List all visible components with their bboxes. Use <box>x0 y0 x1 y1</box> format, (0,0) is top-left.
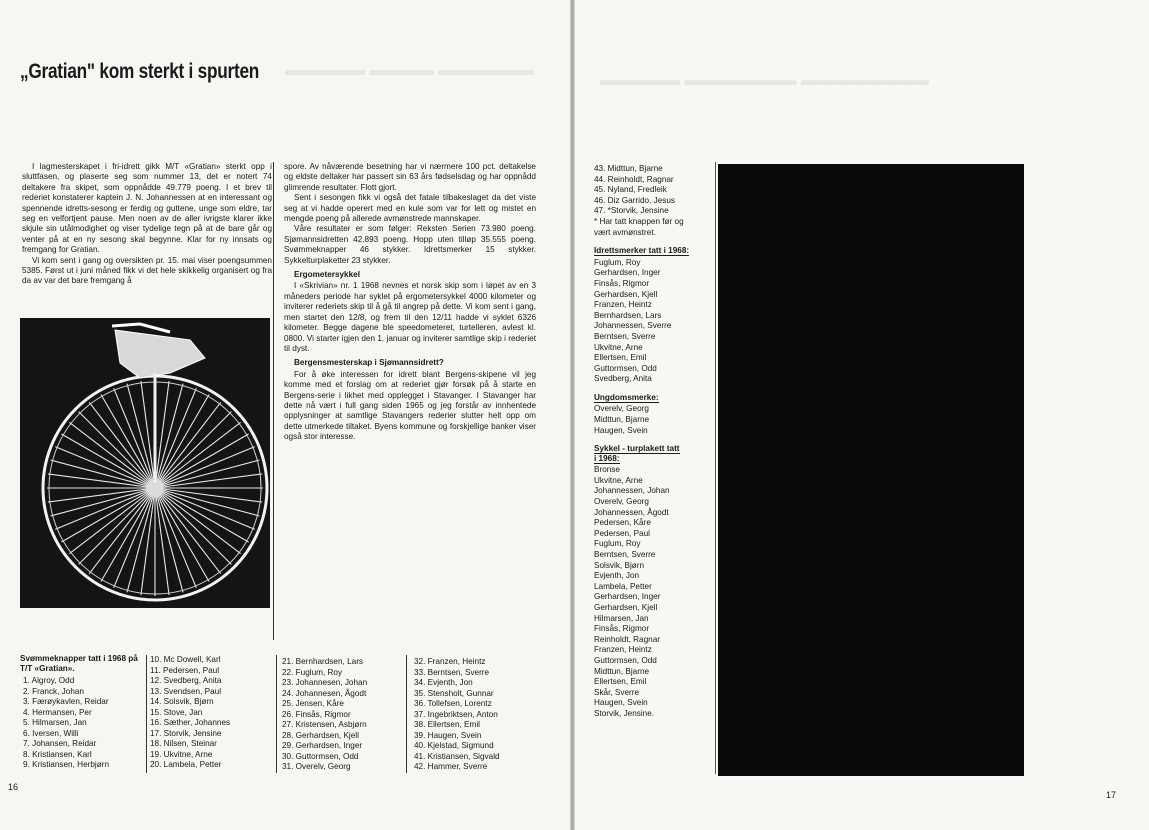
section-heading: Sykkel - turplakett tatt i 1968: <box>594 444 680 464</box>
column-divider <box>276 655 277 773</box>
list-item: Johannessen, Johan <box>594 486 670 496</box>
list-item: Fuglum, Roy <box>594 539 641 549</box>
roster-entry: 9. Kristiansen, Herbjørn <box>23 760 110 769</box>
list-item: Gerhardsen, Inger <box>594 592 661 602</box>
roster-entry: 33. Berntsen, Sverre <box>414 667 490 677</box>
footnote-line: * Har tatt knappen før og <box>594 216 684 226</box>
list-item: Johannessen, Ågodt <box>594 507 669 517</box>
roster-entry: 20. Lambela, Petter <box>150 760 222 769</box>
roster-entry: 11. Pedersen, Paul <box>150 665 220 675</box>
list-item: Berntsen, Sverre <box>594 331 656 341</box>
roster-entry: 45. Nyland, Fredleik <box>594 185 667 195</box>
roster-entry: 43. Midttun, Bjarne <box>594 164 663 173</box>
page-number: 16 <box>8 782 19 792</box>
list-item: Hilmarsen, Jan <box>594 613 649 623</box>
roster-column-1 <box>20 654 146 771</box>
bicycle-illustration <box>20 318 270 608</box>
list-item: Fuglum, Roy <box>594 257 641 267</box>
list-item: Evjenth, Jon <box>594 571 640 581</box>
roster-entry: 17. Storvik, Jensine <box>150 728 222 738</box>
roster-entry: 42. Hammer, Sverre <box>414 762 488 771</box>
roster-entry: 37. Ingebriktsen, Anton <box>414 709 498 719</box>
roster-column-3 <box>282 657 407 773</box>
roster-entry: 27. Kristensen, Asbjørn <box>282 720 367 729</box>
page-number: 17 <box>1106 790 1117 800</box>
article-title: „Gratian" kom sterkt i spurten <box>20 60 260 83</box>
list-item: Ukvitne, Arne <box>594 342 643 352</box>
roster-entry: 10. Mc Dowell, Karl <box>150 655 221 664</box>
roster-entry: 24. Johannesen, Ågodt <box>282 688 367 698</box>
roster-entry: 23. Johannesen, Johan <box>282 678 368 687</box>
paragraph: Vi kom sent i gang og oversikten pr. 15. mai viser poengsummen 5385. Først ut i juni måned fikk vi det hele skikkelig organisert og fra da av var det bare fremgang å <box>22 255 272 286</box>
list-item: Gerhardsen, Inger <box>594 268 661 278</box>
paragraph: I lagmesterskapet i fri-idrett gikk M/T «Gratian» sterkt opp i sluttfasen, og plaserte seg som nummer 13, det er notert 74 deltakere fra skipet, som oppnådde 49.779 poeng. I et brev til rederiet konstaterer kaptein J. N. Johannessen at en interessant og spennende idretts-sesong er ferdig og guttene, unge som eldre, tar seg en velfortjent pause. Men noen av de aller ivrigste klarer ikke skjule sin utålmodighet og viser tydelige tegn på at de bare går og venter på at en ny sesong skal begynne. Klar for ny innsats og fremgang for Gratian. <box>22 162 272 255</box>
paragraph: spore. Av nåværende besetning har vi nærmere 100 pct. deltakelse og eldste deltaker har passert sin 63 års fødselsdag og har oppnådd glimrende resultater. Flott gjort. <box>284 162 536 192</box>
roster-header: Svømmeknapper tatt i 1968 på T/T «Gratian». <box>20 654 138 673</box>
column-divider <box>715 162 716 774</box>
roster-entry: 35. Stensholt, Gunnar <box>414 688 494 698</box>
roster-entry: 19. Ukvitne, Arne <box>150 749 213 759</box>
roster-entry: 8. Kristiansen, Karl <box>23 749 92 759</box>
list-item: Svedberg, Anita <box>594 374 652 384</box>
paragraph: Sent i sesongen fikk vi også det fatale tilbakeslaget da det viste seg at vi hadde operert med en kule som var for lett og mistet en mengde poeng på allerede avmønstrede mannskaper. <box>284 193 536 224</box>
roster-column-4 <box>414 657 539 773</box>
roster-entry: 34. Evjenth, Jon <box>414 678 473 687</box>
roster-entry: 12. Svedberg, Anita <box>150 676 222 685</box>
roster-entry: 21. Bernhardsen, Lars <box>282 657 364 666</box>
list-item: Solsvik, Bjørn <box>594 560 645 570</box>
roster-column-2 <box>150 655 275 771</box>
list-item: Pedersen, Kåre <box>594 518 651 528</box>
penny-farthing-photo <box>20 318 270 608</box>
list-item: Guttormsen, Odd <box>594 655 657 665</box>
roster-entry: 28. Gerhardsen, Kjell <box>282 730 359 740</box>
article-column-1 <box>22 162 272 287</box>
roster-entry: 36. Tollefsen, Lorentz <box>414 699 492 708</box>
roster-entry: 5. Hilmarsen, Jan <box>23 718 87 727</box>
roster-entry: 38. Ellertsen, Emil <box>414 720 480 729</box>
list-item: Franzen, Heintz <box>594 645 652 655</box>
column-divider <box>406 655 407 773</box>
section-heading: Ergometersykkel <box>294 270 360 280</box>
list-item: Ellertsen, Emil <box>594 353 647 363</box>
list-item: Overelv, Georg <box>594 497 649 507</box>
roster-entry: 7. Johansen, Reidar <box>23 739 97 748</box>
roster-entry: 41. Kristiansen, Sigvald <box>414 751 500 761</box>
roster-entry: 22. Fuglum, Roy <box>282 667 343 677</box>
roster-entry: 1. Algroy, Odd <box>23 676 75 685</box>
paragraph: Våre resultater er som følger: Reksten Serien 73.980 poeng. Sjømannsidretten 42.893 poeng. Hopp uten tilløp 35.555 poeng. Svømmeknapper 46 stykker. Idrettsmerker 15 stykker. Sykkelturplaketter 23 stykker. <box>284 224 536 265</box>
list-item: Berntsen, Sverre <box>594 550 656 559</box>
list-item: Finsås, Rigmor <box>594 624 650 634</box>
list-item: Midttun, Bjarne <box>594 666 650 676</box>
paragraph: I «Skrivian» nr. 1 1968 nevnes et norsk skip som i løpet av en 3 måneders periode har syklet på ergometersykkel 4000 kilometer og inviterer rederiets skip til å gå til angrep på dette. Vi kom sent i gang, men startet den 12/8, og frem til den 12/11 hadde vi syklet 6326 kilometer. Begge dagene ble speedometeret, turtelleren, avlest kl. 0800. Vi starter igjen den 1. januar og inviterer samtlige skip i rederiet til dyst. <box>284 281 536 353</box>
roster-entry: 39. Haugen, Svein <box>414 730 482 740</box>
list-item: Ukvitne, Arne <box>594 475 643 485</box>
roster-entry: 29. Gerhardsen, Inger <box>282 741 363 750</box>
roster-entry: 3. Færøykavlen, Reidar <box>23 697 109 706</box>
list-item: Storvik, Jensine. <box>594 708 655 718</box>
roster-entry: 6. Iversen, Willi <box>23 728 79 738</box>
list-item: Franzen, Heintz <box>594 300 652 310</box>
list-item: Overelv, Georg <box>594 404 649 414</box>
list-item: Pedersen, Paul <box>594 528 650 538</box>
roster-entry: 2. Franck, Johan <box>23 686 84 696</box>
list-item: Haugen, Svein <box>594 425 648 435</box>
list-item: Guttormsen, Odd <box>594 363 657 373</box>
roster-entry: 18. Nilsen, Steinar <box>150 739 217 748</box>
list-item: Haugen, Svein <box>594 698 648 708</box>
roster-entry: 32. Franzen, Heintz <box>414 657 486 666</box>
section-heading: Ungdomsmerke: <box>594 392 659 402</box>
roster-entry: 13. Svendsen, Paul <box>150 686 222 696</box>
roster-entry: 16. Sæther, Johannes <box>150 718 231 727</box>
roster-entry: 31. Overelv, Georg <box>282 762 351 771</box>
book-gutter <box>570 0 575 830</box>
roster-entry: 44. Reinholdt, Ragnar <box>594 174 674 184</box>
list-item: Ellertsen, Emil <box>594 677 647 687</box>
right-list <box>594 164 714 720</box>
list-item: Finsås, Rigmor <box>594 278 650 288</box>
blacked-out-area <box>718 164 1024 776</box>
roster-entry: 25. Jensen, Kåre <box>282 699 344 708</box>
bleed-through-shape: ▬▬▬▬▬ ▬▬▬▬ ▬▬▬▬▬▬ <box>285 62 534 79</box>
list-item: Lambela, Petter <box>594 581 652 591</box>
roster-entry: 4. Hermansen, Per <box>23 707 92 717</box>
section-heading: Idrettsmerker tatt i 1968: <box>594 246 690 256</box>
list-item: Johannessen, Sverre <box>594 321 672 331</box>
roster-entry: 46. Diz Garrido, Jesus <box>594 195 675 205</box>
roster-entry: 15. Stove, Jan <box>150 707 203 717</box>
paragraph: For å øke interessen for idrett blant Bergens-skipene vil jeg komme med et forslag om at rederiet gjør forsøk på å starte en Bergens-serie i likhet med opplegget i Stavanger. I Stavanger har dette nå vært i full gang siden 1965 og jeg forstår av innhentede opplysninger at samtlige Stavangers rederier slutter helt opp om dette utmerkede tiltaket. Byens kommune og forskjellige banker viser også stor interesse. <box>284 369 536 442</box>
footnote-line: vært avmønstret. <box>594 227 656 237</box>
list-item: Reinholdt, Ragnar <box>594 634 660 644</box>
list-item: Gerhardsen, Kjell <box>594 289 658 299</box>
bleed-through-shape: ▬▬▬▬▬ ▬▬▬▬▬▬▬ ▬▬▬▬▬▬▬▬ <box>600 72 929 89</box>
roster-entry: 30. Guttormsen, Odd <box>282 751 359 761</box>
roster-entry: 47. *Storvik, Jensine <box>594 206 669 216</box>
list-item: Bronse <box>594 465 620 475</box>
column-divider <box>146 655 147 773</box>
section-heading: Bergensmesterskap i Sjømannsidrett? <box>294 358 444 368</box>
list-item: Skår, Sverre <box>594 687 640 697</box>
roster-entry: 26. Finsås, Rigmor <box>282 709 351 719</box>
list-item: Midttun, Bjarne <box>594 415 650 425</box>
roster-entry: 14. Solsvik, Bjørn <box>150 697 214 706</box>
column-divider <box>273 162 274 640</box>
article-column-2 <box>284 162 536 443</box>
list-item: Gerhardsen, Kjell <box>594 602 658 612</box>
list-item: Bernhardsen, Lars <box>594 310 662 320</box>
roster-entry: 40. Kjelstad, Sigmund <box>414 741 494 750</box>
